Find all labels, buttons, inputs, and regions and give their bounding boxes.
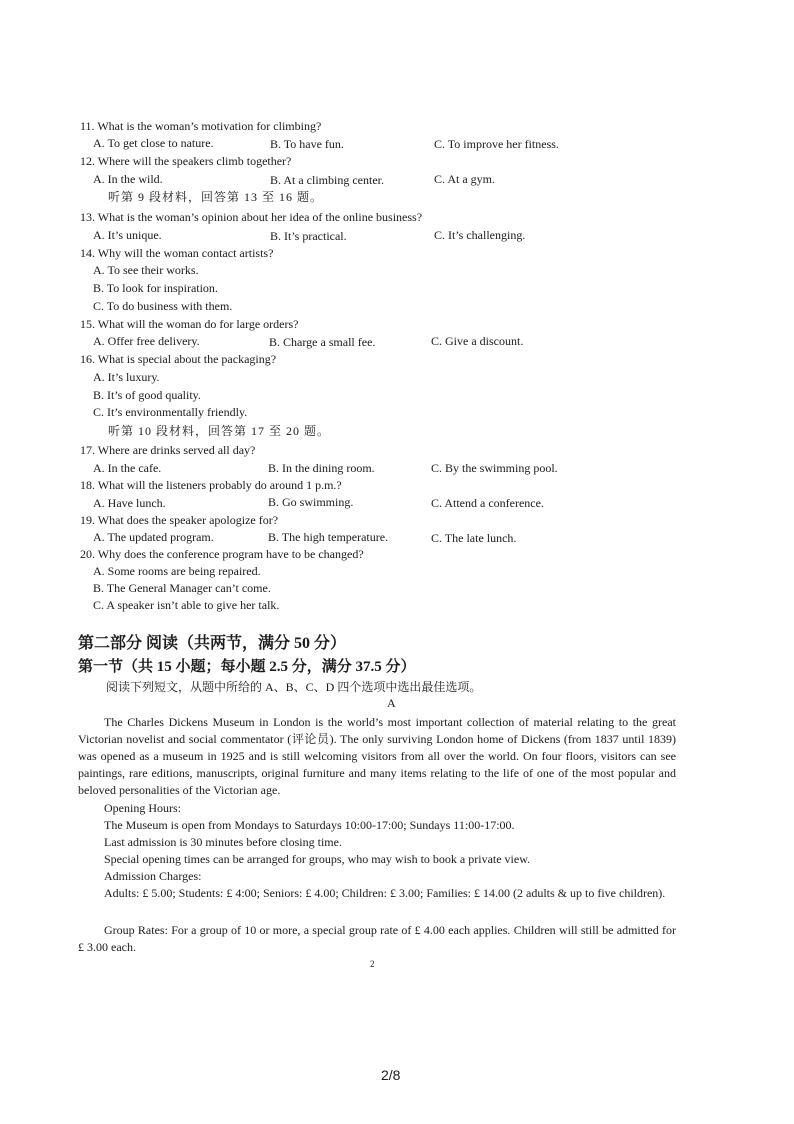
- opening-hours-heading: Opening Hours:: [104, 801, 181, 815]
- question-19: 19. What does the speaker apologize for?: [80, 513, 279, 527]
- option-11-b: B. To have fun.: [270, 137, 344, 151]
- option-16-c: C. It’s environmentally friendly.: [93, 405, 248, 419]
- option-16-a: A. It’s luxury.: [93, 370, 160, 384]
- option-15-a: A. Offer free delivery.: [93, 334, 200, 348]
- option-13-c: C. It’s challenging.: [434, 228, 526, 242]
- question-13: 13. What is the woman’s opinion about her idea of the online business?: [80, 210, 423, 224]
- option-12-a: A. In the wild.: [93, 172, 163, 186]
- question-16: 16. What is special about the packaging?: [80, 352, 277, 366]
- opening-hours-line-3: Special opening times can be arranged for groups, who may wish to book a private view.: [104, 852, 531, 866]
- question-11: 11. What is the woman’s motivation for climbing?: [80, 119, 322, 133]
- option-20-b: B. The General Manager can’t come.: [93, 581, 271, 595]
- option-12-c: C. At a gym.: [434, 172, 496, 186]
- question-15: 15. What will the woman do for large orders?: [80, 317, 299, 331]
- option-12-b: B. At a climbing center.: [270, 173, 384, 187]
- option-18-b: B. Go swimming.: [268, 495, 354, 509]
- option-17-a: A. In the cafe.: [93, 461, 162, 475]
- option-14-c: C. To do business with them.: [93, 299, 233, 313]
- reading-instruction: 阅读下列短文，从题中所给的 A、B、C、D 四个选项中选出最佳选项。: [106, 680, 482, 694]
- option-19-c: C. The late lunch.: [431, 531, 517, 545]
- option-17-c: C. By the swimming pool.: [431, 461, 558, 475]
- option-20-c: C. A speaker isn’t able to give her talk.: [93, 598, 280, 612]
- opening-hours-line-2: Last admission is 30 minutes before closing time.: [104, 835, 342, 849]
- page-number: 2: [370, 959, 375, 969]
- admission-charges-text: Adults: £ 5.00; Students: £ 4:00; Seniors: £ 4.00; Children: £ 3.00; Families: £ 14.00 (2 adults & up to five children).: [104, 886, 666, 900]
- option-18-c: C. Attend a conference.: [431, 496, 544, 510]
- question-17: 17. Where are drinks served all day?: [80, 443, 256, 457]
- option-11-c: C. To improve her fitness.: [434, 137, 559, 151]
- question-12: 12. Where will the speakers climb together?: [80, 154, 292, 168]
- section-9-instruction: 听第 9 段材料，回答第 13 至 16 题。: [108, 190, 324, 204]
- option-19-a: A. The updated program.: [93, 530, 214, 544]
- passage-paragraph-1: The Charles Dickens Museum in London is the world’s most important collection of material relating to the great Victorian novelist and social commentator (评论员). The only surviving London home of Dickens (from 1837 until 1839) was opened as a museum in 1925 and is still welcoming visitors from all over the world. On four floors, visitors can see paintings, rare editions, manuscripts, original furniture and many items relating to the life of one of the most popular and beloved personalities of the Victorian age.: [78, 715, 676, 797]
- option-18-a: A. Have lunch.: [93, 496, 166, 510]
- page-indicator: 2/8: [381, 1067, 401, 1083]
- option-11-a: A. To get close to nature.: [93, 136, 214, 150]
- opening-hours-line-1: The Museum is open from Mondays to Saturdays 10:00-17:00; Sundays 11:00-17:00.: [104, 818, 515, 832]
- option-13-b: B. It’s practical.: [270, 229, 347, 243]
- option-19-b: B. The high temperature.: [268, 530, 389, 544]
- admission-charges-heading: Admission Charges:: [104, 869, 202, 883]
- option-15-b: B. Charge a small fee.: [269, 335, 376, 349]
- passage-letter: A: [387, 696, 396, 710]
- option-15-c: C. Give a discount.: [431, 334, 524, 348]
- question-14: 14. Why will the woman contact artists?: [80, 246, 274, 260]
- option-20-a: A. Some rooms are being repaired.: [93, 564, 261, 578]
- question-20: 20. Why does the conference program have to be changed?: [80, 547, 364, 561]
- option-16-b: B. It’s of good quality.: [93, 388, 201, 402]
- option-17-b: B. In the dining room.: [268, 461, 375, 475]
- group-rates-text: Group Rates: For a group of 10 or more, a special group rate of £ 4.00 each applies. Children will still be admitted for £ 3.00 each.: [78, 923, 676, 954]
- option-13-a: A. It’s unique.: [93, 228, 162, 242]
- section-10-instruction: 听第 10 段材料，回答第 17 至 20 题。: [108, 424, 331, 438]
- option-14-b: B. To look for inspiration.: [93, 281, 218, 295]
- question-18: 18. What will the listeners probably do around 1 p.m.?: [80, 478, 342, 492]
- option-14-a: A. To see their works.: [93, 263, 199, 277]
- part-2-title: 第二部分 阅读（共两节，满分 50 分）: [78, 635, 347, 652]
- section-1-title: 第一节（共 15 小题；每小题 2.5 分，满分 37.5 分）: [78, 659, 416, 675]
